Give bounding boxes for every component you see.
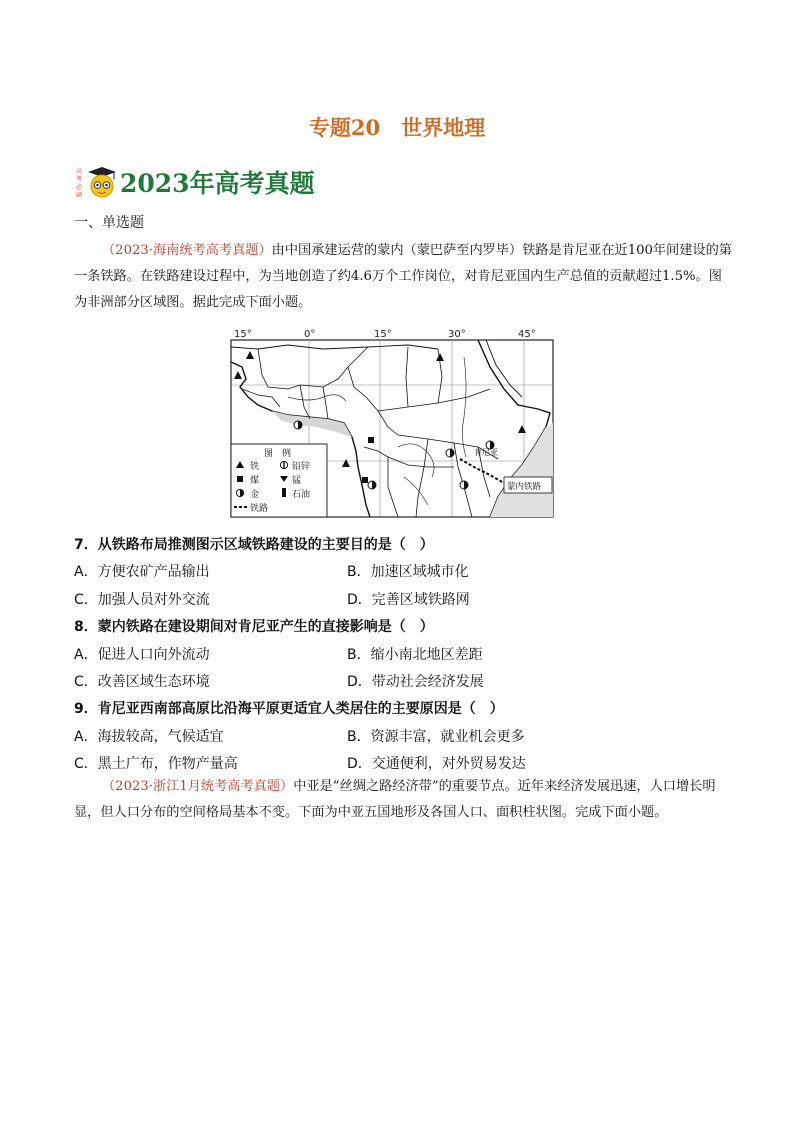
question-8-option-c[interactable]: C．改善区域生态环境 bbox=[74, 674, 210, 690]
passage-2-text: 中亚是“丝绸之路经济带”的重要节点。近年来经济发展迅速，人口增长明显，但人口分布的空间格局基本不变。下面为中亚五国地形及各国人口、面积柱状图。完成下面小题。 bbox=[74, 779, 716, 820]
passage-2-source: （2023·浙江1月统考高考真题） bbox=[102, 779, 294, 794]
question-9-option-c[interactable]: C．黑土广布，作物产量高 bbox=[74, 756, 238, 772]
map-label-railway: 蒙内铁路 bbox=[507, 482, 542, 492]
map-label-lon-15w: 15° bbox=[234, 329, 252, 340]
svg-text:高: 高 bbox=[76, 168, 83, 175]
question-8-stem: 8．蒙内铁路在建设期间对肯尼亚产生的直接影响是（ ） bbox=[74, 619, 434, 635]
section-title: 2023年高考真题 bbox=[120, 169, 315, 198]
exam-badge-icon bbox=[74, 164, 120, 200]
legend-item-lead-zinc: 铅锌 bbox=[292, 462, 311, 472]
question-8-option-a[interactable]: A．促进人口向外流动 bbox=[74, 647, 210, 663]
map-legend bbox=[231, 444, 327, 517]
legend-item-manganese: 锰 bbox=[292, 476, 302, 486]
question-7-option-c[interactable]: C．加强人员对外交流 bbox=[74, 592, 210, 608]
passage-2 bbox=[74, 774, 734, 826]
question-7-stem: 7．从铁路布局推测图示区域铁路建设的主要目的是（ ） bbox=[74, 537, 434, 553]
svg-text:必: 必 bbox=[76, 184, 83, 191]
svg-text:考: 考 bbox=[76, 176, 83, 183]
page-title: 专题20 世界地理 bbox=[308, 115, 486, 140]
legend-item-coal: 煤 bbox=[250, 476, 260, 486]
map-label-lon-0: 0° bbox=[304, 329, 316, 340]
legend-item-iron: 铁 bbox=[250, 462, 260, 472]
legend-item-oil: 石油 bbox=[292, 490, 311, 500]
question-9-option-b[interactable]: B．资源丰富，就业机会更多 bbox=[347, 729, 525, 745]
map-label-lon-45e: 45° bbox=[518, 329, 536, 340]
legend-item-gold: 金 bbox=[250, 490, 260, 500]
map-label-kenya: 肯尼亚 bbox=[474, 448, 498, 457]
question-9-option-a[interactable]: A．海拔较高，气候适宜 bbox=[74, 729, 224, 745]
legend-item-railway: 铁路 bbox=[250, 504, 269, 514]
passage-1-source: （2023·海南统考高考真题） bbox=[102, 243, 272, 258]
passage-1 bbox=[74, 238, 734, 316]
passage-1-text: 由中国承建运营的蒙内（蒙巴萨至内罗毕）铁路是肯尼亚在近100年间建设的第一条铁路。在铁路建设过程中，为当地创造了约4.6万个工作岗位，对肯尼亚国内生产总值的贡献超过1.5%。图为非洲部分区域图。据此完成下面小题。 bbox=[74, 243, 732, 310]
question-7-option-b[interactable]: B．加速区域城市化 bbox=[347, 564, 469, 580]
question-8-option-b[interactable]: B．缩小南北地区差距 bbox=[347, 647, 483, 663]
question-8-option-d[interactable]: D．带动社会经济发展 bbox=[347, 674, 484, 690]
section-header bbox=[74, 162, 315, 202]
svg-text:刷: 刷 bbox=[76, 192, 83, 199]
map-label-lon-30e: 30° bbox=[448, 329, 466, 340]
map-label-lon-15e: 15° bbox=[374, 329, 392, 340]
question-7-option-a[interactable]: A．方便农矿产品输出 bbox=[74, 564, 210, 580]
question-9-stem: 9．肯尼亚西南部高原比沿海平原更适宜人类居住的主要原因是（ ） bbox=[74, 701, 504, 717]
question-9-option-d[interactable]: D．交通便利，对外贸易发达 bbox=[347, 756, 526, 772]
legend-title: 图 例 bbox=[264, 449, 292, 459]
africa-region-map bbox=[228, 327, 558, 519]
question-7-option-d[interactable]: D．完善区域铁路网 bbox=[347, 592, 470, 608]
question-category: 一、单选题 bbox=[74, 215, 144, 231]
